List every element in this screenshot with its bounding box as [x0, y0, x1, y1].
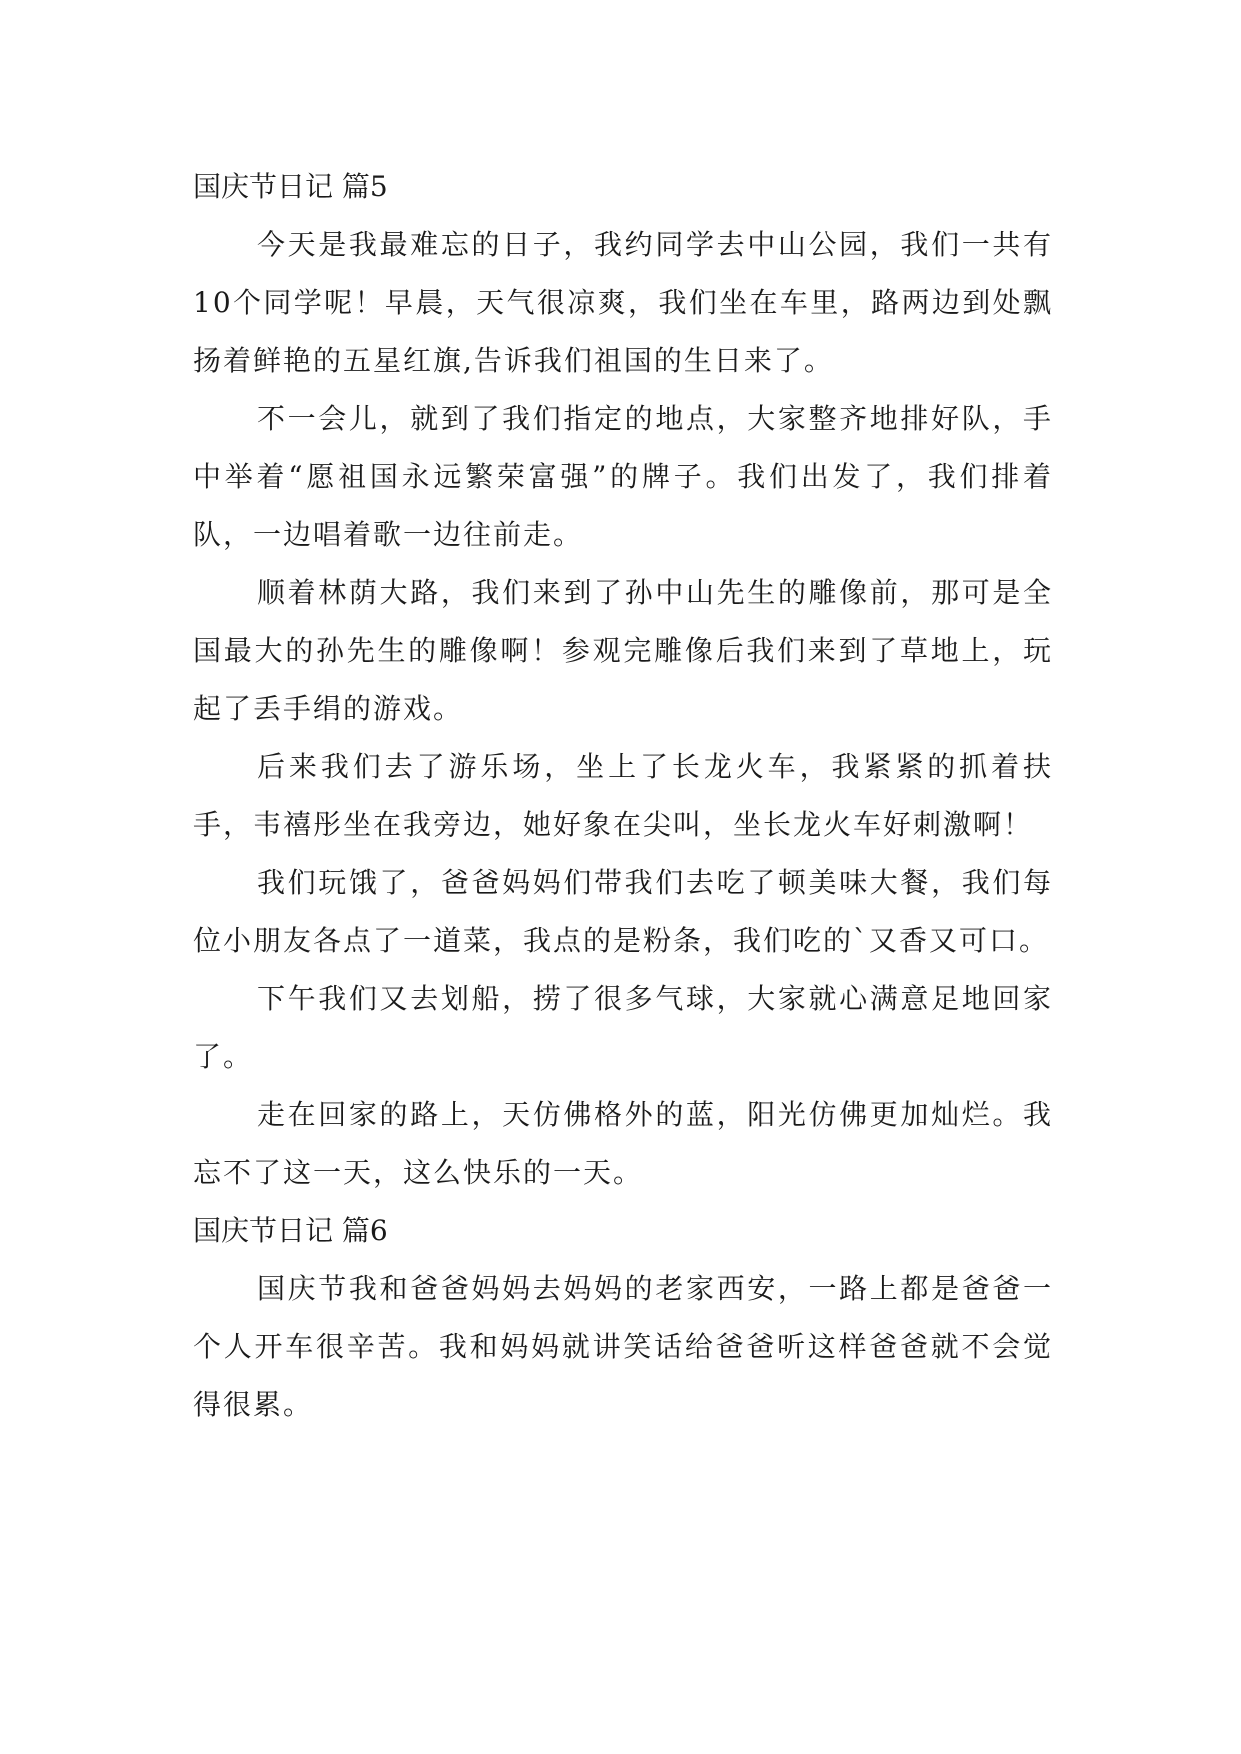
- paragraph: 我们玩饿了，爸爸妈妈们带我们去吃了顿美味大餐，我们每位小朋友各点了一道菜，我点的是粉条，我们吃的`又香又可口。: [193, 866, 1053, 957]
- paragraph: 后来我们去了游乐场，坐上了长龙火车，我紧紧的抓着扶手，韦禧彤坐在我旁边，她好象在尖叫，坐长龙火车好刺激啊！: [193, 750, 1053, 841]
- paragraph: 下午我们又去划船，捞了很多气球，大家就心满意足地回家了。: [193, 982, 1053, 1073]
- document-page: [193, 158, 1053, 1434]
- diary-section-5: [193, 158, 1053, 1202]
- section-heading: 国庆节日记 篇6: [193, 1214, 388, 1247]
- paragraph: 顺着林荫大路，我们来到了孙中山先生的雕像前，那可是全国最大的孙先生的雕像啊！参观完雕像后我们来到了草地上，玩起了丢手绢的游戏。: [193, 576, 1053, 725]
- paragraph: 不一会儿，就到了我们指定的地点，大家整齐地排好队，手中举着“愿祖国永远繁荣富强”的牌子。我们出发了，我们排着队，一边唱着歌一边往前走。: [193, 402, 1053, 551]
- paragraph: 走在回家的路上，天仿佛格外的蓝，阳光仿佛更加灿烂。我忘不了这一天，这么快乐的一天。: [193, 1098, 1053, 1189]
- paragraph: 今天是我最难忘的日子，我约同学去中山公园，我们一共有10个同学呢！早晨，天气很凉爽，我们坐在车里，路两边到处飘扬着鲜艳的五星红旗,告诉我们祖国的生日来了。: [193, 228, 1053, 377]
- diary-section-6: [193, 1202, 1053, 1434]
- section-heading: 国庆节日记 篇5: [193, 170, 388, 203]
- paragraph: 国庆节我和爸爸妈妈去妈妈的老家西安，一路上都是爸爸一个人开车很辛苦。我和妈妈就讲笑话给爸爸听这样爸爸就不会觉得很累。: [193, 1272, 1053, 1421]
